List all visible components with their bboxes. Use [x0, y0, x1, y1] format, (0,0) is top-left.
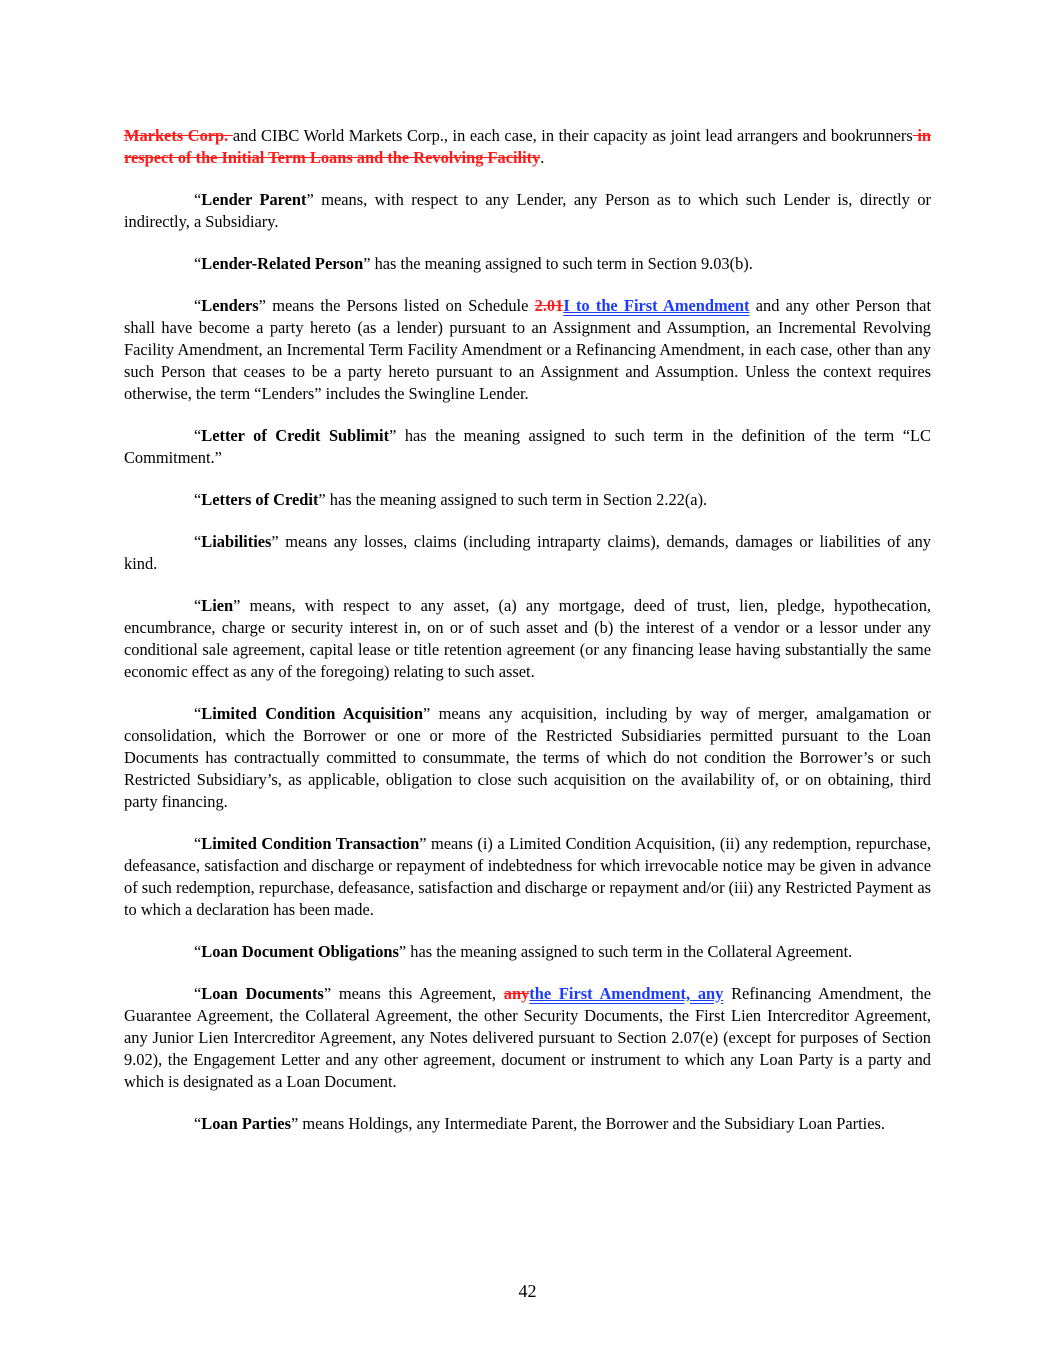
definition-limited-condition-transaction: “Limited Condition Transaction” means (i) a Limited Condition Acquisition, (ii) any redemption, repurchase, defeasance, satisfaction and discharge or repayment of indebtedness for which irrevocable notice may be given in advance of such redemption, repurchase, defeasance, satisfaction and discharge or repayment and/or (iii) any Restricted Payment as to which a declaration has been made.	[124, 834, 932, 919]
page-number: 42	[518, 1281, 537, 1301]
definition-text: Refinancing Amendment, the Guarantee Agreement, the Collateral Agreement, the other Security Documents, the First Lien Intercreditor Agreement, any Junior Lien Intercreditor Agreement, any Notes delivered pursuant to Section 2.07(e) (except for purposes of Section 9.02), the Engagement Letter and any other agreement, document or instrument to which any Loan Party is a party and which is designated as a Loan Document.	[124, 984, 932, 1091]
defined-term: Letters of Credit	[201, 490, 319, 509]
deleted-text: 2.01	[534, 296, 564, 315]
definition-text: has the meaning assigned to such term in Section 2.22(a).	[325, 490, 708, 509]
definition-text: means the Persons listed on Schedule	[265, 296, 535, 315]
definition-text: means (i) a Limited Condition Acquisition, (ii) any redemption, repurchase, defeasance, satisfaction and discharge or repayment of indebtedness for which irrevocable notice may be given in advance of such redemption, repurchase, defeasance, satisfaction and discharge or repayment and/or (iii) any Restricted Payment as to which a declaration has been made.	[124, 834, 932, 919]
paragraph-text: .	[540, 148, 545, 167]
defined-term: Loan Document Obligations	[201, 942, 399, 961]
definition-lender-related-person: “Lender-Related Person” has the meaning assigned to such term in Section 9.03(b).	[194, 254, 753, 273]
paragraph-continuation	[124, 125, 931, 169]
definition-text: means any losses, claims (including intraparty claims), demands, damages or liabilities of any kind.	[124, 532, 931, 573]
defined-term: Loan Parties	[201, 1114, 291, 1133]
definition-text: has the meaning assigned to such term in the definition of the term “LC Commitment.”	[124, 426, 931, 467]
definition-lien: “Lien” means, with respect to any asset, (a) any mortgage, deed of trust, lien, pledge, hypothecation, encumbrance, charge or security interest in, on or of such asset and (b) the interest of a vendor or a lessor under any conditional sale agreement, capital lease or title retention agreement (or any financing lease having substantially the same economic effect as any of the foregoing) relating to such asset.	[124, 596, 931, 681]
definition-lenders: “Lenders” means the Persons listed on Schedule 2.01I to the First Amendment and any other Person that shall have become a party hereto (as a lender) pursuant to an Assignment and Assumption, an Incremental Revolving Facility Amendment, an Incremental Term Facility Amendment or a Refinancing Amendment, in each case, other than any such Person that ceases to be a party hereto pursuant to an Assignment and Assumption. Unless the context requires otherwise, the term “Lenders” includes the Swingline Lender.	[124, 296, 931, 403]
definition-loan-documents: “Loan Documents” means this Agreement, anythe First Amendment, any Refinancing Amendment, the Guarantee Agreement, the Collateral Agreement, the other Security Documents, the First Lien Intercreditor Agreement, any Junior Lien Intercreditor Agreement, any Notes delivered pursuant to Section 2.07(e) (except for purposes of Section 9.02), the Engagement Letter and any other agreement, document or instrument to which any Loan Party is a party and which is designated as a Loan Document.	[124, 984, 932, 1091]
defined-term: Letter of Credit Sublimit	[201, 426, 390, 445]
defined-term: Limited Condition Transaction	[201, 834, 420, 853]
definition-loan-document-obligations: “Loan Document Obligations” has the meaning assigned to such term in the Collateral Agreement.	[194, 942, 853, 961]
definition-text: means, with respect to any Lender, any Person as to which such Lender is, directly or indirectly, a Subsidiary.	[124, 190, 931, 231]
definition-text: means this Agreement,	[331, 984, 504, 1003]
deleted-text: Markets Corp.	[124, 126, 233, 145]
definition-text: means any acquisition, including by way of merger, amalgamation or consolidation, which the Borrower or one or more of the Restricted Subsidiaries permitted pursuant to the Loan Documents has contractually committed to consummate, the terms of which do not condition the Borrower’s or such Restricted Subsidiary’s, as applicable, obligation to close such acquisition on the availability of, or on obtaining, third party financing.	[124, 704, 931, 811]
definition-lender-parent: “Lender Parent” means, with respect to any Lender, any Person as to which such Lender is, directly or indirectly, a Subsidiary.	[124, 190, 931, 231]
defined-term: Lender-Related Person	[201, 254, 364, 273]
document-body	[124, 125, 931, 1155]
defined-term: Liabilities	[201, 532, 272, 551]
definition-loan-parties: “Loan Parties” means Holdings, any Intermediate Parent, the Borrower and the Subsidiary Loan Parties.	[194, 1114, 885, 1133]
definition-limited-condition-acquisition: “Limited Condition Acquisition” means any acquisition, including by way of merger, amalgamation or consolidation, which the Borrower or one or more of the Restricted Subsidiaries permitted pursuant to the Loan Documents has contractually committed to consummate, the terms of which do not condition the Borrower’s or such Restricted Subsidiary’s, as applicable, obligation to close such acquisition on the availability of, or on obtaining, third party financing.	[124, 704, 931, 811]
definition-text: has the meaning assigned to such term in the Collateral Agreement.	[406, 942, 853, 961]
definition-text: and any other Person that shall have become a party hereto (as a lender) pursuant to an Assignment and Assumption, an Incremental Revolving Facility Amendment, an Incremental Term Facility Amendment or a Refinancing Amendment, in each case, other than any such Person that ceases to be a party hereto pursuant to an Assignment and Assumption. Unless the context requires otherwise, the term “Lenders” includes the Swingline Lender.	[124, 296, 931, 403]
definition-letter-of-credit-sublimit: “Letter of Credit Sublimit” has the meaning assigned to such term in the definition of the term “LC Commitment.”	[124, 426, 931, 467]
definition-text: has the meaning assigned to such term in Section 9.03(b).	[370, 254, 753, 273]
defined-term: Lender Parent	[201, 190, 307, 209]
paragraph-text: and CIBC World Markets Corp., in each case, in their capacity as joint lead arrangers and bookrunners	[232, 126, 913, 145]
definition-liabilities: “Liabilities” means any losses, claims (including intraparty claims), demands, damages or liabilities of any kind.	[124, 532, 931, 573]
defined-term: Lenders	[201, 296, 259, 315]
defined-term: Loan Documents	[201, 984, 324, 1003]
definition-letters-of-credit: “Letters of Credit” has the meaning assigned to such term in Section 2.22(a).	[194, 490, 708, 509]
inserted-text: I to the First Amendment	[563, 296, 750, 315]
definition-text: means Holdings, any Intermediate Parent, the Borrower and the Subsidiary Loan Parties.	[298, 1114, 885, 1133]
deleted-text: in respect of the Initial Term Loans and the Revolving Facility	[124, 126, 931, 167]
defined-term: Lien	[201, 596, 234, 615]
inserted-text: the First Amendment, any	[529, 984, 724, 1003]
definition-text: means, with respect to any asset, (a) any mortgage, deed of trust, lien, pledge, hypothecation, encumbrance, charge or security interest in, on or of such asset and (b) the interest of a vendor or a lessor under any conditional sale agreement, capital lease or title retention agreement (or any financing lease having substantially the same economic effect as any of the foregoing) relating to such asset.	[124, 596, 931, 681]
deleted-text: any	[503, 984, 530, 1003]
defined-term: Limited Condition Acquisition	[201, 704, 423, 723]
